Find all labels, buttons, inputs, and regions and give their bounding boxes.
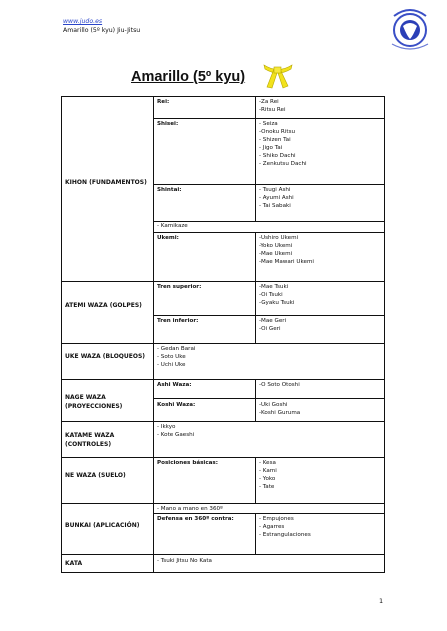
- shintai-label: Shintai:: [157, 187, 182, 193]
- section-uke: UKE WAZA (BLOQUEOS): [65, 353, 146, 360]
- posiciones-list: - Kesa - Kami - Yoko - Tate: [259, 460, 277, 490]
- kamikaze-item: - Kamikaze: [157, 223, 188, 229]
- ashi-waza-label: Ashi Waza:: [157, 382, 192, 388]
- ukemi-list: -Ushiro Ukemi -Yoko Ukemi -Mae Ukemi -Mae Mawari Ukemi: [259, 235, 314, 265]
- page-number: 1: [379, 597, 384, 605]
- header-subtitle: Amarillo (5º kyu) Jiu-Jitsu: [63, 27, 141, 34]
- section-ne-waza: NE WAZA (SUELO): [65, 472, 126, 479]
- section-kihon: KIHON (FUNDAMENTOS): [65, 179, 147, 186]
- tren-inferior-label: Tren inferior:: [157, 318, 199, 324]
- shintai-list: - Tsugi Ashi - Ayumi Ashi - Tai Sabaki: [259, 187, 294, 209]
- kata-item: - Tsuki Jitsu No Kata: [157, 558, 212, 564]
- rei-list: -Za Rei -Ritsu Rei: [259, 99, 286, 113]
- section-kata: KATA: [65, 560, 83, 567]
- section-nage: NAGE WAZA (PROYECCIONES): [65, 394, 123, 410]
- defensa-list: - Empujones - Agarres - Estrangulaciones: [259, 516, 311, 538]
- uke-list: - Gedan Barai - Soto Uke - Uchi Uke: [157, 346, 196, 368]
- shisei-list: - Seiza -Onoku Ritsu - Shizen Tai - Jigo Tai - Shiko Dachi - Zenkutsu Dachi: [259, 121, 307, 167]
- section-atemi: ATEMI WAZA (GOLPES): [65, 302, 142, 309]
- title-block: [131, 66, 245, 88]
- yellow-belt-icon: [262, 60, 294, 90]
- section-katame: KATAME WAZA (CONTROLES): [65, 432, 115, 448]
- tren-inferior-list: -Mae Geri -Oi Geri: [259, 318, 287, 332]
- shisei-label: Shisei:: [157, 121, 179, 127]
- koshi-waza-label: Koshi Waza:: [157, 402, 196, 408]
- tren-superior-label: Tren superior:: [157, 284, 202, 290]
- section-bunkai: BUNKAI (APLICACIÓN): [65, 522, 140, 529]
- katame-list: - Ikkyo - Kote Gaeshi: [157, 424, 195, 438]
- koshi-waza-list: -Uki Goshi -Koshi Guruma: [259, 402, 301, 416]
- jujitsu-federation-logo: [386, 6, 434, 52]
- defensa-label: Defensa en 360º contra:: [157, 516, 234, 522]
- header-url-link[interactable]: www.judo.es: [63, 18, 103, 25]
- posiciones-label: Posiciones básicas:: [157, 460, 219, 466]
- ukemi-label: Ukemi:: [157, 235, 179, 241]
- page-title: Amarillo (5º kyu): [131, 69, 246, 85]
- mano-a-mano-item: - Mano a mano en 360º: [157, 506, 223, 512]
- tren-superior-list: -Mae Tsuki -Oi Tsuki -Gyaku Tsuki: [259, 284, 295, 306]
- ashi-waza-list: -O Soto Otoshi: [259, 382, 300, 388]
- rei-label: Rei:: [157, 99, 170, 105]
- document-header: [63, 17, 140, 35]
